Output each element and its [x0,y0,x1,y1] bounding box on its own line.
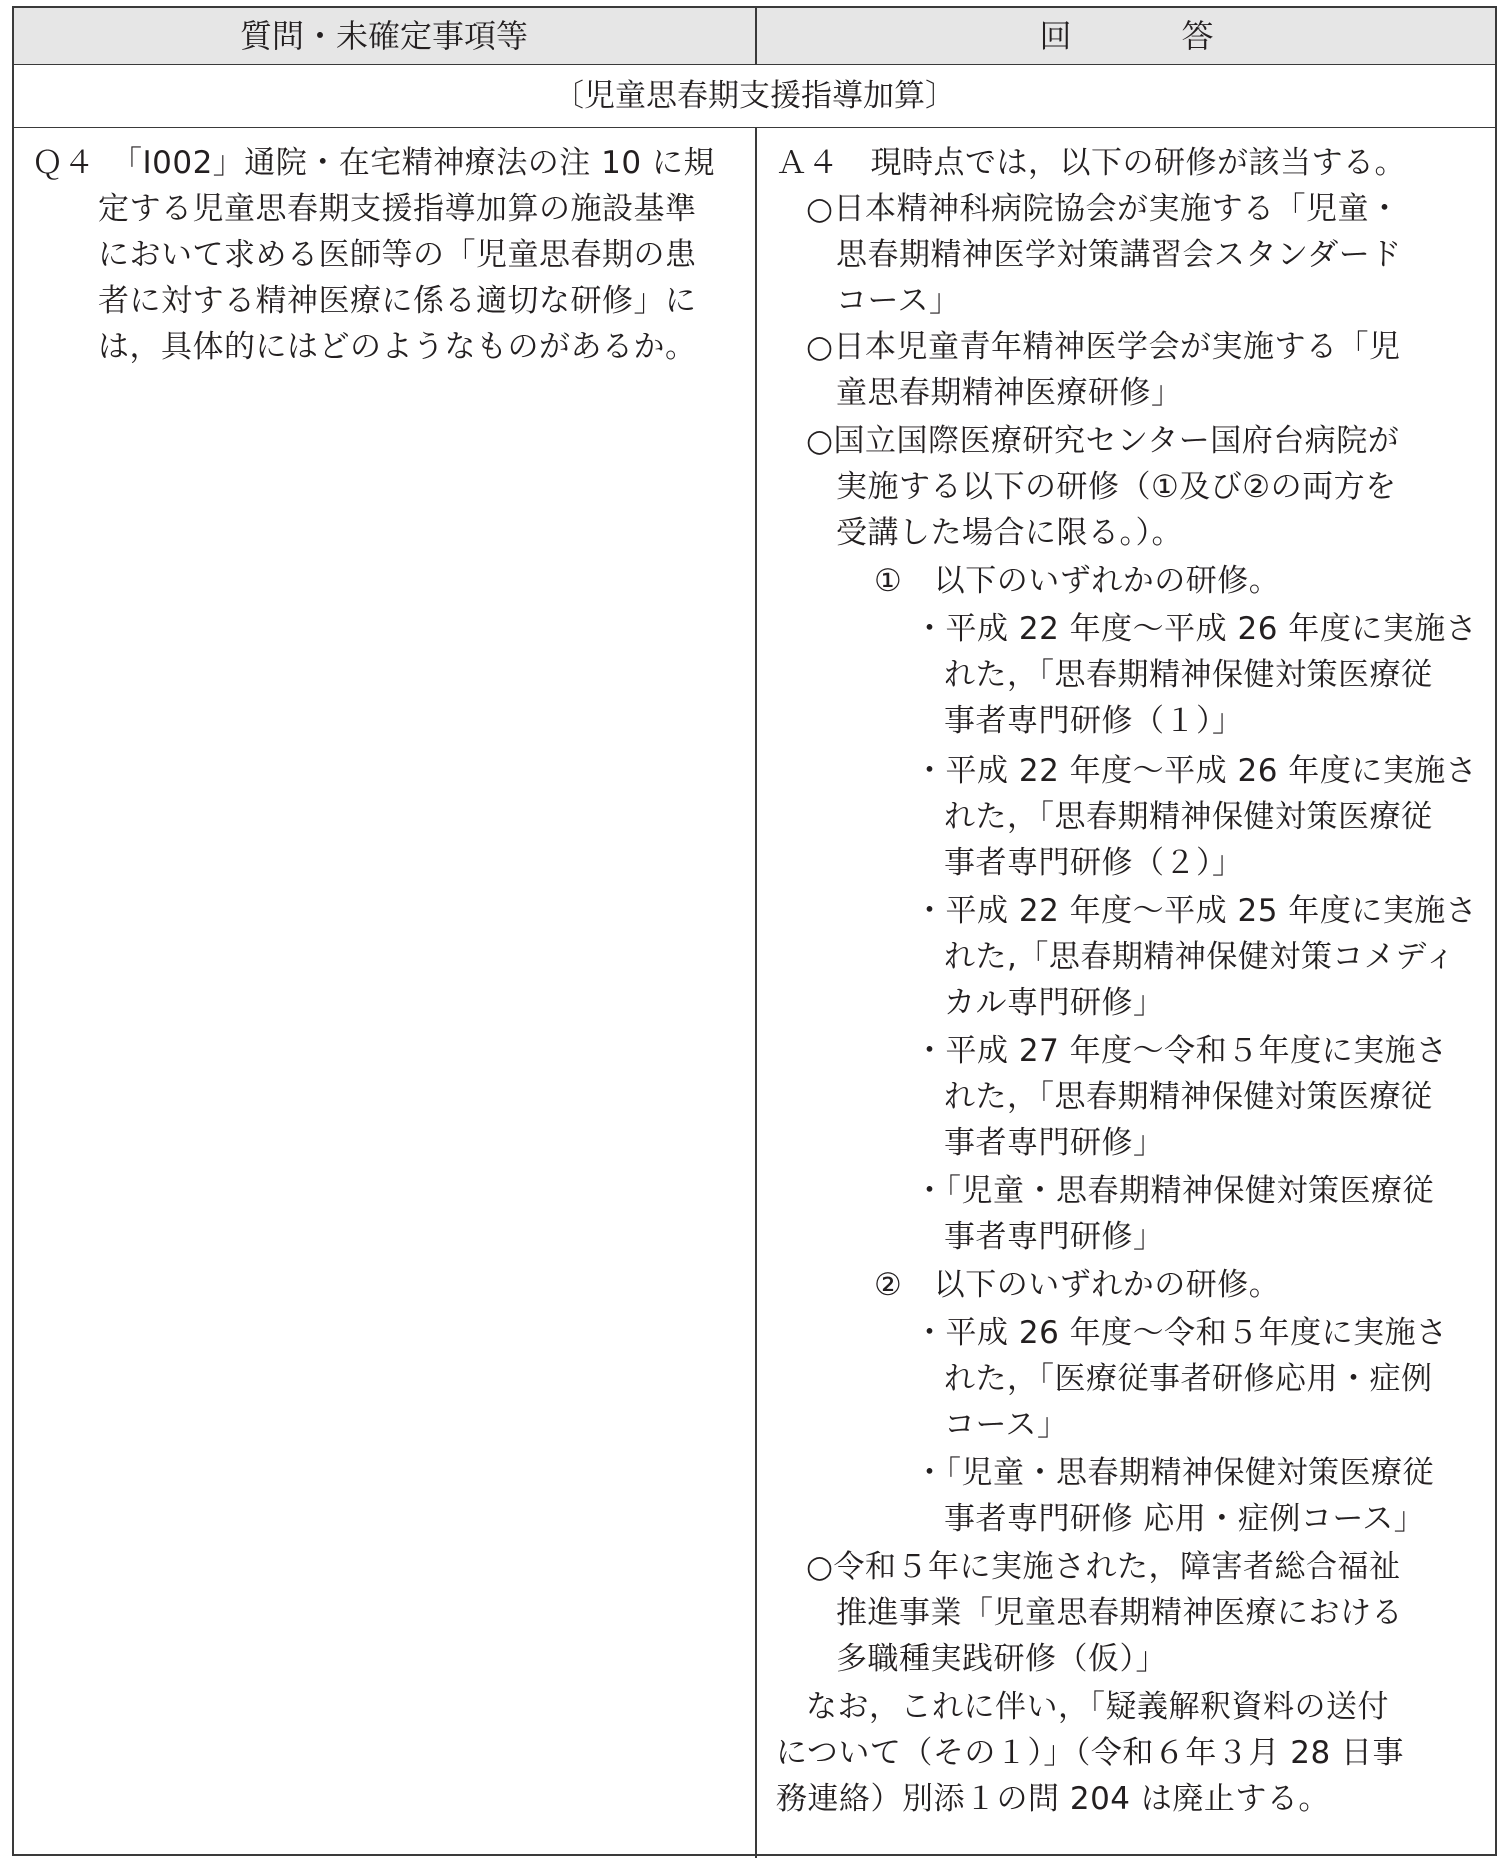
header-answer-char-2: 答 [1181,17,1214,55]
question-line: 者に対する精神医療に係る適切な研修」に [98,283,697,319]
question-line: 定する児童思春期支援指導加算の施設基準 [98,191,697,227]
answer-line: ・平成 26 年度～令和５年度に実施さ [914,1315,1448,1351]
answer-line: れた，「思春期精神保健対策医療従 [944,799,1433,835]
question-line: は，具体的にはどのようなものがあるか。 [98,329,697,365]
answer-line: ・平成 27 年度～令和５年度に実施さ [914,1033,1448,1069]
answer-line: ○国立国際医療研究センター国府台病院が [806,423,1400,459]
answer-line: コース」 [944,1407,1069,1443]
answer-line: れた，「医療従事者研修応用・症例 [944,1361,1433,1397]
answer-line: れた，「思春期精神保健対策医療従 [944,1079,1433,1115]
answer-line: ・「児童・思春期精神保健対策医療従 [914,1173,1434,1209]
answer-line: ・平成 22 年度～平成 25 年度に実施さ [914,893,1478,929]
answer-line: ① 以下のいずれかの研修。 [874,563,1281,599]
answer-line: 事者専門研修」 [944,1125,1165,1161]
answer-line: コース」 [836,283,961,319]
answer-line: 実施する以下の研修（①及び②の両方を [836,469,1397,505]
section-title: 〔児童思春期支援指導加算〕 [14,65,1495,128]
answer-line: 推進事業「児童思春期精神医療における [836,1595,1403,1631]
question-line: において求める医師等の「児童思春期の患 [98,237,697,273]
answer-line: 事者専門研修（１）」 [944,703,1244,739]
header-answer-char-1: 回 [1039,17,1072,55]
answer-line: 事者専門研修 応用・症例コース」 [944,1501,1426,1537]
answer-line: 受講した場合に限る。）。 [836,515,1183,551]
answer-line: 童思春期精神医療研修」 [836,375,1183,411]
answer-line: ・「児童・思春期精神保健対策医療従 [914,1455,1434,1491]
answer-line: 務連絡）別添１の問 204 は廃止する。 [776,1781,1330,1817]
question-line: Ｑ４ 「I002」通院・在宅精神療法の注 10 に規 [32,145,715,181]
answer-line: れた,「思春期精神保健対策コメディ [944,939,1456,975]
answer-line: 事者専門研修」 [944,1219,1165,1255]
answer-line: なお，これに伴い，「疑義解釈資料の送付 [806,1689,1389,1725]
answer-line: ○日本児童青年精神医学会が実施する「児 [806,329,1401,365]
header-answer [756,8,1497,64]
answer-line: 事者専門研修（２）」 [944,845,1244,881]
answer-line: ○令和５年に実施された，障害者総合福祉 [806,1549,1401,1585]
answer-line: ○日本精神科病院協会が実施する「児童・ [806,191,1401,227]
answer-line: ・平成 22 年度～平成 26 年度に実施さ [914,753,1478,789]
answer-line: 多職種実践研修（仮）」 [836,1641,1167,1677]
answer-line: ② 以下のいずれかの研修。 [874,1267,1281,1303]
answer-line: カル専門研修」 [944,985,1165,1021]
column-divider [755,128,757,1858]
answer-line: ・平成 22 年度～平成 26 年度に実施さ [914,611,1478,647]
answer-line: 思春期精神医学対策講習会スタンダード [836,237,1402,273]
answer-line: について（その１）」（令和６年３月 28 日事 [776,1735,1405,1771]
header-question: 質問・未確定事項等 [239,17,528,55]
qa-table [12,6,1497,1856]
answer-line: れた，「思春期精神保健対策医療従 [944,657,1433,693]
table-header [14,8,1495,65]
answer-line: Ａ４ 現時点では，以下の研修が該当する。 [776,145,1406,181]
